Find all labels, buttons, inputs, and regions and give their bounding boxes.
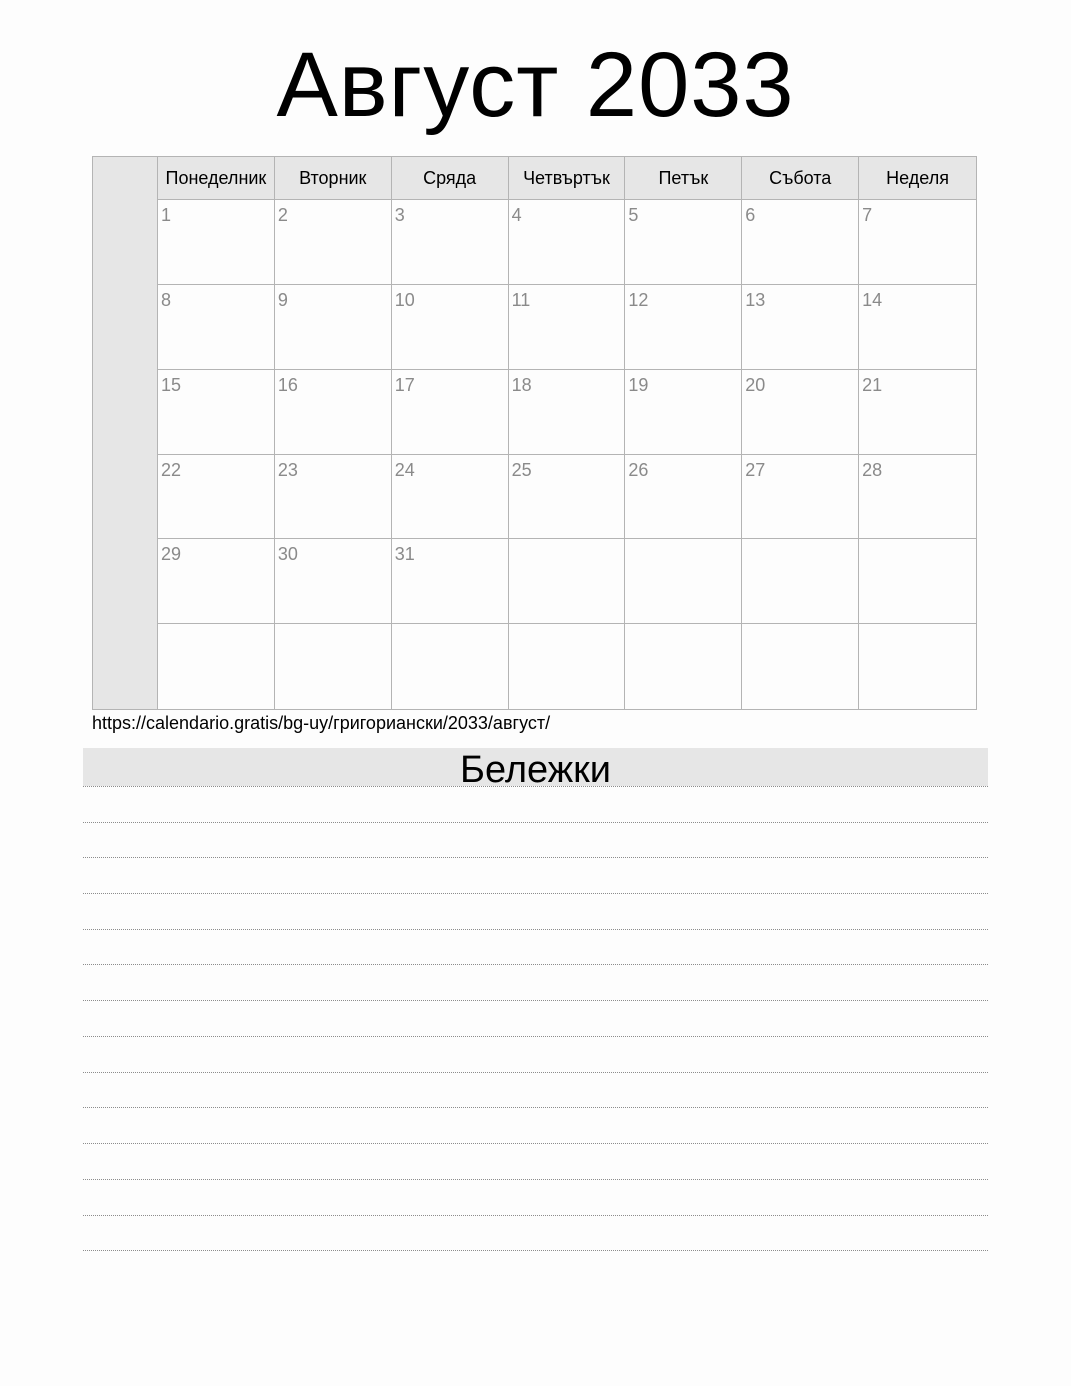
- notes-line: [83, 822, 988, 823]
- calendar-grid: [92, 156, 977, 710]
- day-cell: [742, 539, 859, 624]
- day-cell: 19: [625, 370, 742, 455]
- day-cell: 17: [392, 370, 509, 455]
- day-cell: 6: [742, 200, 859, 285]
- day-cell: 21: [859, 370, 976, 455]
- day-cell: 12: [625, 285, 742, 370]
- page-title: Август 2033: [276, 34, 795, 136]
- weekday-header-tuesday: Вторник: [275, 157, 392, 200]
- notes-line: [83, 1250, 988, 1251]
- day-cell: 16: [275, 370, 392, 455]
- day-cell: 2: [275, 200, 392, 285]
- day-cell: [509, 624, 626, 709]
- day-cell: [158, 624, 275, 709]
- day-cell: 25: [509, 455, 626, 540]
- day-cell: 24: [392, 455, 509, 540]
- weekday-header-wednesday: Сряда: [392, 157, 509, 200]
- day-cell: [625, 539, 742, 624]
- notes-line: [83, 893, 988, 894]
- notes-line: [83, 786, 988, 787]
- day-cell: 23: [275, 455, 392, 540]
- day-cell: 18: [509, 370, 626, 455]
- day-cell: 22: [158, 455, 275, 540]
- day-cell: 28: [859, 455, 976, 540]
- day-cell: [859, 624, 976, 709]
- day-cell: 11: [509, 285, 626, 370]
- day-cell: 9: [275, 285, 392, 370]
- day-cell: 29: [158, 539, 275, 624]
- day-cell: 10: [392, 285, 509, 370]
- day-cell: 31: [392, 539, 509, 624]
- weekday-header-friday: Петък: [625, 157, 742, 200]
- weekday-header-saturday: Събота: [742, 157, 859, 200]
- day-cell: 4: [509, 200, 626, 285]
- day-cell: 20: [742, 370, 859, 455]
- day-cell: 1: [158, 200, 275, 285]
- day-cell: [625, 624, 742, 709]
- day-cell: 5: [625, 200, 742, 285]
- notes-line: [83, 1179, 988, 1180]
- day-cell: 30: [275, 539, 392, 624]
- notes-line: [83, 1036, 988, 1037]
- notes-line: [83, 1143, 988, 1144]
- day-cell: 15: [158, 370, 275, 455]
- day-cell: 13: [742, 285, 859, 370]
- notes-line: [83, 1072, 988, 1073]
- notes-line: [83, 964, 988, 965]
- day-cell: 27: [742, 455, 859, 540]
- day-cell: 26: [625, 455, 742, 540]
- day-cell: [392, 624, 509, 709]
- day-cell: 8: [158, 285, 275, 370]
- day-cell: [742, 624, 859, 709]
- weekday-header-sunday: Неделя: [859, 157, 976, 200]
- day-cell: 7: [859, 200, 976, 285]
- source-url: https://calendario.gratis/bg-uy/григориански/2033/август/: [92, 713, 551, 733]
- notes-line: [83, 1107, 988, 1108]
- notes-line: [83, 1215, 988, 1216]
- notes-line: [83, 1000, 988, 1001]
- weekday-header-monday: Понеделник: [158, 157, 275, 200]
- day-cell: [509, 539, 626, 624]
- weekday-header-thursday: Четвъртък: [509, 157, 626, 200]
- day-cell: 3: [392, 200, 509, 285]
- day-cell: [275, 624, 392, 709]
- notes-line: [83, 929, 988, 930]
- day-cell: [859, 539, 976, 624]
- notes-line: [83, 857, 988, 858]
- notes-heading: Бележки: [83, 748, 988, 786]
- day-cell: 14: [859, 285, 976, 370]
- week-number-column: [93, 157, 158, 709]
